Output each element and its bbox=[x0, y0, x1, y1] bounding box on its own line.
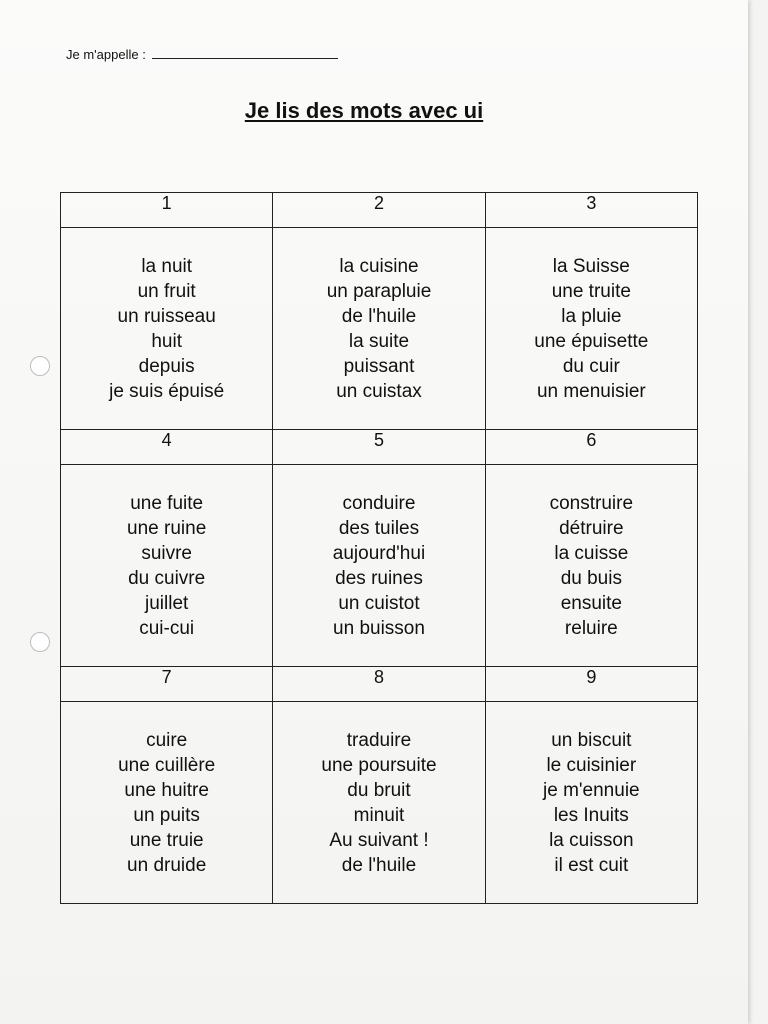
word-item: juillet bbox=[145, 593, 189, 614]
word-item: un druide bbox=[127, 855, 207, 876]
word-item: traduire bbox=[346, 730, 412, 751]
word-item: ensuite bbox=[560, 593, 622, 614]
word-cell bbox=[273, 228, 485, 430]
cell-number: 3 bbox=[485, 193, 697, 228]
word-item: construire bbox=[549, 493, 634, 514]
punch-hole bbox=[30, 632, 50, 652]
word-cell bbox=[61, 228, 273, 430]
words-row bbox=[61, 702, 698, 904]
cell-number: 5 bbox=[273, 430, 485, 465]
word-cell bbox=[273, 465, 485, 667]
word-item: un cuistot bbox=[338, 593, 420, 614]
word-item: un buisson bbox=[333, 618, 425, 639]
word-list bbox=[273, 228, 484, 404]
word-item: la Suisse bbox=[552, 256, 630, 277]
page-title: Je lis des mots avec ui bbox=[244, 98, 484, 123]
word-item: la cuisse bbox=[554, 543, 629, 564]
word-list bbox=[61, 702, 272, 878]
punch-hole bbox=[30, 356, 50, 376]
name-blank-line bbox=[152, 46, 338, 59]
word-item: la cuisson bbox=[549, 830, 634, 851]
word-item: un cuistax bbox=[336, 381, 422, 402]
word-item: depuis bbox=[138, 356, 195, 377]
cell-number: 7 bbox=[61, 667, 273, 702]
word-cell bbox=[61, 702, 273, 904]
name-label: Je m'appelle : bbox=[66, 47, 146, 62]
cell-number: 8 bbox=[273, 667, 485, 702]
number-row bbox=[61, 193, 698, 228]
number-row bbox=[61, 667, 698, 702]
word-list bbox=[273, 465, 484, 641]
word-list bbox=[486, 465, 697, 641]
word-item: une cuillère bbox=[118, 755, 216, 776]
word-item: il est cuit bbox=[554, 855, 629, 876]
word-item: une épuisette bbox=[534, 331, 649, 352]
word-item: des tuiles bbox=[338, 518, 420, 539]
words-row bbox=[61, 228, 698, 430]
word-cell bbox=[61, 465, 273, 667]
word-item: la suite bbox=[348, 331, 410, 352]
words-row bbox=[61, 465, 698, 667]
word-list bbox=[61, 228, 272, 404]
word-item: huit bbox=[151, 331, 182, 352]
word-item: une fuite bbox=[130, 493, 204, 514]
word-item: de l'huile bbox=[341, 306, 417, 327]
cell-number: 1 bbox=[61, 193, 273, 228]
number-row bbox=[61, 430, 698, 465]
word-item: des ruines bbox=[335, 568, 423, 589]
word-item: suivre bbox=[141, 543, 192, 564]
word-item: je m'ennuie bbox=[543, 780, 640, 801]
word-item: du buis bbox=[560, 568, 622, 589]
word-list bbox=[61, 465, 272, 641]
word-list bbox=[273, 702, 484, 878]
word-cell bbox=[273, 702, 485, 904]
word-item: reluire bbox=[564, 618, 618, 639]
word-item: une truie bbox=[129, 830, 204, 851]
word-item: un ruisseau bbox=[117, 306, 216, 327]
word-cell bbox=[485, 702, 697, 904]
cell-number: 9 bbox=[485, 667, 697, 702]
word-item: du cuir bbox=[562, 356, 620, 377]
word-cell bbox=[485, 465, 697, 667]
word-grid bbox=[60, 192, 698, 904]
word-item: du cuivre bbox=[128, 568, 206, 589]
word-item: minuit bbox=[353, 805, 405, 826]
word-item: le cuisinier bbox=[546, 755, 637, 776]
word-item: la nuit bbox=[141, 256, 193, 277]
word-cell bbox=[485, 228, 697, 430]
word-list bbox=[486, 228, 697, 404]
word-item: une truite bbox=[551, 281, 631, 302]
word-item: puissant bbox=[343, 356, 415, 377]
word-item: un menuisier bbox=[536, 381, 646, 402]
word-item: je suis épuisé bbox=[109, 381, 225, 402]
word-item: cuire bbox=[146, 730, 188, 751]
word-item: Au suivant ! bbox=[329, 830, 429, 851]
cell-number: 4 bbox=[61, 430, 273, 465]
word-item: une poursuite bbox=[321, 755, 437, 776]
word-item: du bruit bbox=[347, 780, 411, 801]
word-item: la cuisine bbox=[339, 256, 419, 277]
word-item: une ruine bbox=[127, 518, 207, 539]
word-item: une huitre bbox=[124, 780, 209, 801]
word-item: un puits bbox=[133, 805, 200, 826]
word-item: aujourd'hui bbox=[332, 543, 426, 564]
word-item: un biscuit bbox=[551, 730, 632, 751]
word-item: de l'huile bbox=[341, 855, 417, 876]
word-item: un fruit bbox=[137, 281, 196, 302]
word-item: les Inuits bbox=[553, 805, 629, 826]
word-list bbox=[486, 702, 697, 878]
cell-number: 6 bbox=[485, 430, 697, 465]
word-item: détruire bbox=[559, 518, 624, 539]
word-item: la pluie bbox=[561, 306, 622, 327]
word-item: un parapluie bbox=[326, 281, 432, 302]
cell-number: 2 bbox=[273, 193, 485, 228]
word-item: conduire bbox=[342, 493, 416, 514]
word-item: cui-cui bbox=[139, 618, 195, 639]
name-field bbox=[66, 46, 338, 62]
